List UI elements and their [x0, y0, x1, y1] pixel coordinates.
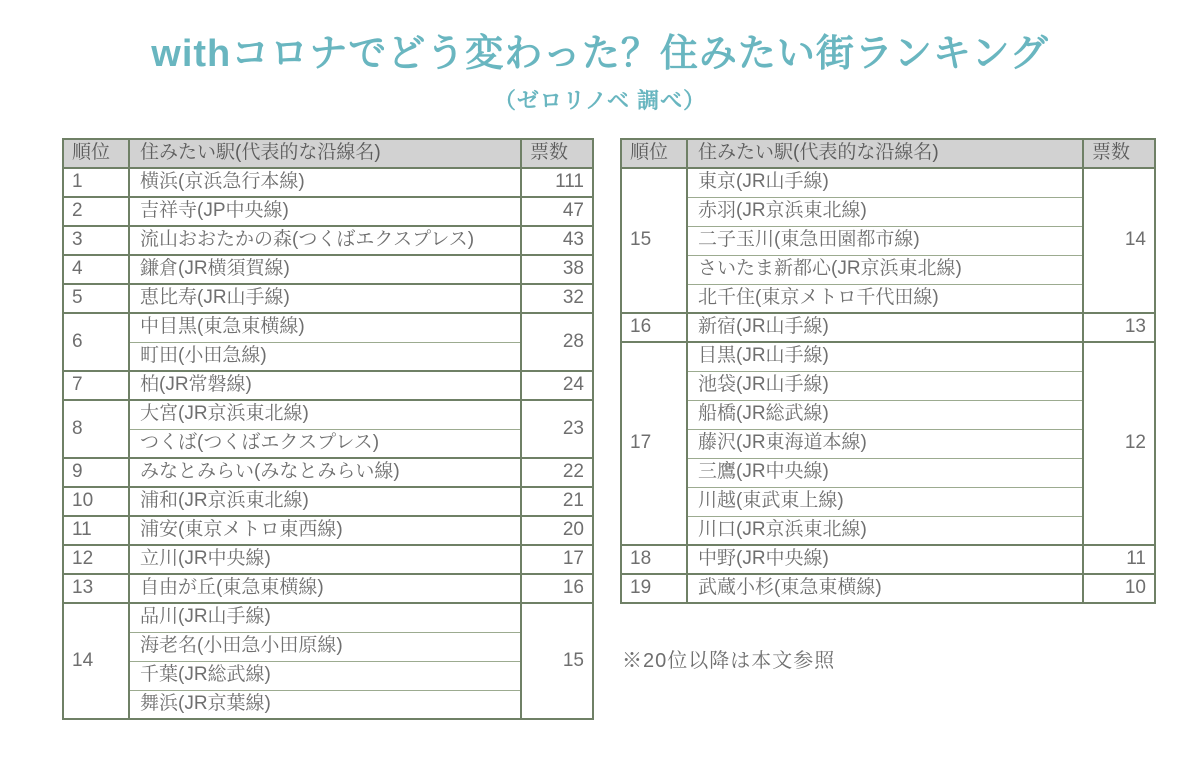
- table-row: [63, 168, 593, 197]
- station-cell: 川口(JR京浜東北線): [687, 516, 1083, 545]
- rank-cell: 11: [63, 516, 129, 545]
- table-row: [63, 574, 593, 603]
- station-cell: 東京(JR山手線): [687, 168, 1083, 197]
- page-title: withコロナでどう変わった？住みたい街ランキング: [151, 33, 1049, 75]
- page-subtitle: （ゼロリノベ 調べ）: [493, 88, 707, 113]
- station-cell: 大宮(JR京浜東北線): [129, 400, 521, 429]
- table-row: [63, 429, 593, 458]
- rank-cell: 15: [621, 168, 687, 313]
- votes-cell: 47: [521, 197, 593, 226]
- table-row: [63, 255, 593, 284]
- votes-cell: 15: [521, 603, 593, 719]
- station-cell: さいたま新都心(JR京浜東北線): [687, 255, 1083, 284]
- table-row: [621, 342, 1155, 371]
- station-cell: 新宿(JR山手線): [687, 313, 1083, 342]
- station-cell: 目黒(JR山手線): [687, 342, 1083, 371]
- table-row: [63, 458, 593, 487]
- table-row: [63, 545, 593, 574]
- col-header-votes: 票数: [1083, 139, 1155, 168]
- station-cell: 舞浜(JR京葉線): [129, 690, 521, 719]
- votes-cell: 11: [1083, 545, 1155, 574]
- table-row: [63, 226, 593, 255]
- station-cell: 恵比寿(JR山手線): [129, 284, 521, 313]
- rank-cell: 6: [63, 313, 129, 371]
- table-row: [63, 487, 593, 516]
- station-cell: 北千住(東京メトロ千代田線): [687, 284, 1083, 313]
- table-row: [621, 545, 1155, 574]
- votes-cell: 23: [521, 400, 593, 458]
- votes-cell: 24: [521, 371, 593, 400]
- rank-cell: 18: [621, 545, 687, 574]
- station-cell: 町田(小田急線): [129, 342, 521, 371]
- station-cell: 三鷹(JR中央線): [687, 458, 1083, 487]
- table-row: [63, 400, 593, 429]
- rank-cell: 8: [63, 400, 129, 458]
- votes-cell: 14: [1083, 168, 1155, 313]
- station-cell: 中野(JR中央線): [687, 545, 1083, 574]
- station-cell: 吉祥寺(JP中央線): [129, 197, 521, 226]
- station-cell: 藤沢(JR東海道本線): [687, 429, 1083, 458]
- rank-cell: 9: [63, 458, 129, 487]
- table-row: [63, 342, 593, 371]
- station-cell: 浦和(JR京浜東北線): [129, 487, 521, 516]
- rank-cell: 10: [63, 487, 129, 516]
- station-cell: 池袋(JR山手線): [687, 371, 1083, 400]
- rank-cell: 13: [63, 574, 129, 603]
- footnote: ※20位以降は本文参照: [622, 650, 836, 672]
- table-row: [63, 313, 593, 342]
- votes-cell: 20: [521, 516, 593, 545]
- station-cell: 流山おおたかの森(つくばエクスプレス): [129, 226, 521, 255]
- station-cell: 川越(東武東上線): [687, 487, 1083, 516]
- table-row: [621, 429, 1155, 458]
- table-row: [63, 197, 593, 226]
- votes-cell: 17: [521, 545, 593, 574]
- votes-cell: 22: [521, 458, 593, 487]
- table-row: [621, 487, 1155, 516]
- station-cell: 武蔵小杉(東急東横線): [687, 574, 1083, 603]
- votes-cell: 43: [521, 226, 593, 255]
- ranking-table-right: [620, 138, 1156, 604]
- votes-cell: 21: [521, 487, 593, 516]
- table-row: [63, 371, 593, 400]
- station-cell: 中目黒(東急東横線): [129, 313, 521, 342]
- table-row: [621, 516, 1155, 545]
- rank-cell: 3: [63, 226, 129, 255]
- rank-cell: 5: [63, 284, 129, 313]
- station-cell: 立川(JR中央線): [129, 545, 521, 574]
- station-cell: 海老名(小田急小田原線): [129, 632, 521, 661]
- rank-cell: 17: [621, 342, 687, 545]
- rank-cell: 12: [63, 545, 129, 574]
- station-cell: 千葉(JR総武線): [129, 661, 521, 690]
- station-cell: 柏(JR常磐線): [129, 371, 521, 400]
- votes-cell: 32: [521, 284, 593, 313]
- col-header-votes: 票数: [521, 139, 593, 168]
- ranking-table-left: [62, 138, 594, 720]
- votes-cell: 10: [1083, 574, 1155, 603]
- table-header-row: [63, 139, 593, 168]
- table-row: [621, 400, 1155, 429]
- table-row: [63, 661, 593, 690]
- rank-cell: 1: [63, 168, 129, 197]
- rank-cell: 19: [621, 574, 687, 603]
- table-row: [63, 632, 593, 661]
- station-cell: 鎌倉(JR横須賀線): [129, 255, 521, 284]
- table-header-row: [621, 139, 1155, 168]
- col-header-station: 住みたい駅(代表的な沿線名): [129, 139, 521, 168]
- station-cell: 船橋(JR総武線): [687, 400, 1083, 429]
- rank-cell: 2: [63, 197, 129, 226]
- station-cell: 二子玉川(東急田園都市線): [687, 226, 1083, 255]
- rank-cell: 16: [621, 313, 687, 342]
- rank-cell: 14: [63, 603, 129, 719]
- station-cell: 浦安(東京メトロ東西線): [129, 516, 521, 545]
- col-header-rank: 順位: [621, 139, 687, 168]
- col-header-rank: 順位: [63, 139, 129, 168]
- table-row: [621, 371, 1155, 400]
- station-cell: 赤羽(JR京浜東北線): [687, 197, 1083, 226]
- rank-cell: 7: [63, 371, 129, 400]
- table-row: [621, 574, 1155, 603]
- votes-cell: 13: [1083, 313, 1155, 342]
- votes-cell: 16: [521, 574, 593, 603]
- table-row: [621, 197, 1155, 226]
- table-row: [63, 603, 593, 632]
- table-row: [621, 458, 1155, 487]
- table-row: [621, 168, 1155, 197]
- votes-cell: 111: [521, 168, 593, 197]
- table-row: [621, 284, 1155, 313]
- station-cell: 自由が丘(東急東横線): [129, 574, 521, 603]
- table-row: [63, 516, 593, 545]
- table-row: [621, 255, 1155, 284]
- station-cell: 横浜(京浜急行本線): [129, 168, 521, 197]
- table-row: [63, 284, 593, 313]
- station-cell: 品川(JR山手線): [129, 603, 521, 632]
- station-cell: みなとみらい(みなとみらい線): [129, 458, 521, 487]
- table-row: [63, 690, 593, 719]
- votes-cell: 12: [1083, 342, 1155, 545]
- votes-cell: 28: [521, 313, 593, 371]
- rank-cell: 4: [63, 255, 129, 284]
- table-row: [621, 226, 1155, 255]
- table-row: [621, 313, 1155, 342]
- station-cell: つくば(つくばエクスプレス): [129, 429, 521, 458]
- col-header-station: 住みたい駅(代表的な沿線名): [687, 139, 1083, 168]
- votes-cell: 38: [521, 255, 593, 284]
